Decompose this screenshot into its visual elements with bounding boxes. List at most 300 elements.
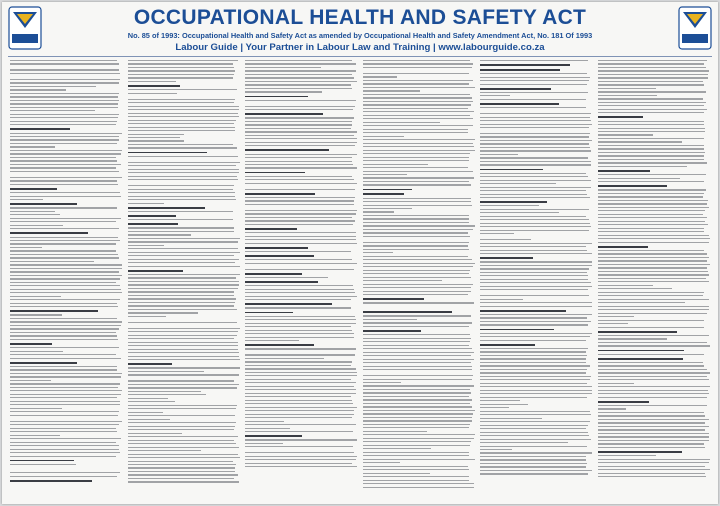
- body-text-line: [10, 408, 62, 409]
- body-text-line: [480, 452, 592, 453]
- body-text-line: [128, 305, 235, 306]
- body-text-line: [480, 306, 592, 307]
- body-text-line: [363, 108, 469, 109]
- body-text-line: [363, 83, 470, 84]
- body-text-line: [10, 124, 116, 125]
- body-text-line: [598, 295, 704, 296]
- body-text-line: [363, 280, 443, 281]
- body-text-line: [480, 268, 589, 269]
- body-text-line: [245, 354, 355, 355]
- text-column: [598, 60, 711, 500]
- body-text-line: [245, 263, 357, 264]
- body-text-line: [128, 165, 236, 166]
- body-text-line: [598, 302, 685, 303]
- body-text-line: [10, 192, 120, 193]
- body-text-line: [363, 424, 471, 425]
- body-text-line: [480, 124, 592, 125]
- body-text-line: [480, 136, 589, 137]
- body-text-line: [245, 217, 352, 218]
- body-text-line: [480, 425, 588, 426]
- body-text-line: [245, 269, 354, 270]
- body-text-line: [128, 374, 240, 375]
- body-text-line: [363, 129, 469, 130]
- body-text-line: [10, 167, 116, 168]
- body-text-line: [10, 184, 118, 185]
- body-text-line: [10, 358, 121, 359]
- body-text-line: [480, 421, 590, 422]
- body-text-line: [598, 257, 710, 258]
- body-text-line: [363, 385, 475, 386]
- body-text-line: [363, 410, 475, 411]
- body-text-line: [10, 278, 120, 279]
- body-text-line: [598, 459, 710, 460]
- body-text-line: [245, 428, 290, 429]
- body-text-line: [363, 266, 474, 267]
- body-text-line: [598, 162, 708, 163]
- body-text-line: [480, 404, 528, 405]
- body-text-line: [10, 196, 121, 197]
- body-text-line: [598, 74, 709, 75]
- body-text-line: [480, 230, 589, 231]
- body-text-line: [10, 228, 119, 229]
- body-text-line: [10, 369, 117, 370]
- body-text-line: [10, 114, 119, 115]
- section-heading-line: [10, 480, 92, 482]
- body-text-line: [245, 326, 351, 327]
- body-text-line: [480, 376, 591, 377]
- body-text-line: [245, 407, 357, 408]
- body-text-line: [10, 79, 120, 80]
- body-text-line: [128, 203, 164, 204]
- section-heading-line: [245, 273, 302, 275]
- body-text-line: [598, 274, 709, 275]
- body-text-line: [128, 89, 237, 90]
- body-text-line: [480, 466, 586, 467]
- body-text-line: [480, 212, 559, 213]
- body-text-line: [598, 102, 706, 103]
- body-text-line: [363, 462, 400, 463]
- body-text-line: [598, 412, 704, 413]
- section-heading-line: [245, 435, 302, 437]
- body-text-line: [598, 285, 653, 286]
- body-text-line: [128, 380, 235, 381]
- body-text-line: [598, 292, 705, 293]
- body-text-line: [363, 284, 473, 285]
- body-text-line: [128, 284, 239, 285]
- body-text-line: [128, 60, 239, 61]
- section-heading-line: [10, 343, 52, 345]
- body-text-line: [598, 426, 710, 427]
- body-text-line: [480, 120, 591, 121]
- body-text-line: [10, 339, 118, 340]
- body-text-line: [128, 331, 238, 332]
- body-text-line: [363, 181, 470, 182]
- body-text-line: [598, 95, 657, 96]
- body-text-line: [10, 69, 119, 70]
- body-text-line: [598, 159, 705, 160]
- body-text-line: [598, 271, 708, 272]
- body-text-line: [10, 214, 60, 215]
- body-text-line: [128, 144, 234, 145]
- body-text-line: [363, 63, 473, 64]
- body-text-line: [245, 382, 356, 383]
- section-heading-line: [128, 363, 172, 365]
- body-text-line: [128, 440, 235, 441]
- body-text-line: [363, 427, 470, 428]
- body-text-line: [598, 462, 709, 463]
- body-text-line: [128, 219, 234, 220]
- body-text-line: [598, 67, 706, 68]
- body-text-line: [363, 366, 472, 367]
- body-text-line: [480, 164, 591, 165]
- document-title: OCCUPATIONAL HEALTH AND SAFETY ACT: [133, 6, 587, 29]
- section-heading-line: [10, 203, 77, 205]
- body-text-line: [128, 398, 169, 399]
- body-text-line: [128, 328, 240, 329]
- body-text-line: [363, 406, 473, 407]
- body-text-line: [10, 153, 121, 154]
- body-text-line: [245, 251, 351, 252]
- body-text-line: [10, 237, 118, 238]
- body-text-line: [10, 428, 116, 429]
- body-text-line: [245, 157, 352, 158]
- body-text-line: [245, 365, 351, 366]
- labour-guide-logo-icon: [678, 6, 712, 50]
- body-text-line: [598, 109, 707, 110]
- body-text-line: [10, 282, 116, 283]
- body-text-line: [128, 199, 236, 200]
- body-text-line: [598, 469, 710, 470]
- body-text-line: [598, 138, 705, 139]
- body-text-line: [480, 393, 592, 394]
- body-text-line: [363, 420, 472, 421]
- body-text-line: [598, 124, 704, 125]
- body-text-line: [480, 253, 592, 254]
- body-text-line: [245, 128, 351, 129]
- body-text-line: [598, 383, 635, 384]
- body-text-line: [128, 127, 235, 128]
- body-text-line: [363, 111, 474, 112]
- body-text-line: [128, 179, 238, 180]
- body-text-line: [480, 219, 589, 220]
- body-text-line: [598, 260, 707, 261]
- body-text-line: [10, 415, 118, 416]
- text-column: [10, 60, 123, 500]
- body-text-line: [363, 201, 472, 202]
- body-text-line: [128, 412, 163, 413]
- body-text-line: [10, 438, 121, 439]
- body-text-line: [363, 157, 469, 158]
- body-text-line: [480, 223, 590, 224]
- body-text-line: [128, 192, 235, 193]
- body-text-line: [128, 415, 236, 416]
- body-text-line: [480, 286, 592, 287]
- body-text-line: [245, 421, 284, 422]
- body-text-line: [10, 442, 116, 443]
- body-text-line: [363, 399, 473, 400]
- body-text-line: [598, 345, 710, 346]
- body-text-line: [480, 379, 590, 380]
- body-text-line: [363, 150, 475, 151]
- body-text-line: [10, 472, 120, 473]
- section-heading-line: [480, 310, 566, 312]
- body-text-line: [128, 231, 234, 232]
- body-text-line: [480, 133, 590, 134]
- body-text-line: [598, 155, 705, 156]
- body-text-line: [245, 393, 356, 394]
- body-text-line: [480, 250, 587, 251]
- body-text-line: [128, 245, 164, 246]
- body-text-line: [363, 153, 470, 154]
- body-text-line: [363, 222, 470, 223]
- body-text-line: [10, 351, 63, 352]
- body-text-line: [10, 299, 120, 300]
- text-column: [128, 60, 241, 500]
- section-heading-line: [598, 331, 678, 333]
- body-text-line: [363, 101, 474, 102]
- body-text-line: [128, 295, 235, 296]
- body-text-line: [363, 338, 472, 339]
- body-text-line: [10, 394, 121, 395]
- body-text-line: [128, 169, 240, 170]
- body-text-line: [245, 91, 322, 92]
- section-heading-line: [10, 232, 88, 234]
- body-text-line: [245, 77, 354, 78]
- body-text-line: [598, 134, 653, 135]
- body-text-line: [598, 217, 707, 218]
- body-text-line: [598, 320, 705, 321]
- body-text-line: [245, 200, 354, 201]
- body-text-line: [128, 211, 234, 212]
- body-text-line: [245, 189, 355, 190]
- body-text-line: [128, 443, 237, 444]
- section-heading-line: [245, 96, 308, 98]
- body-text-line: [480, 239, 531, 240]
- body-text-line: [10, 218, 121, 219]
- body-text-line: [363, 115, 470, 116]
- body-text-line: [480, 358, 586, 359]
- body-text-line: [363, 466, 469, 467]
- text-column: [245, 60, 358, 500]
- body-text-line: [128, 156, 239, 157]
- body-text-line: [598, 250, 705, 251]
- body-text-line: [128, 120, 237, 121]
- body-text-line: [480, 161, 591, 162]
- body-text-line: [10, 303, 117, 304]
- body-text-line: [598, 313, 707, 314]
- body-text-line: [598, 181, 705, 182]
- body-text-line: [480, 365, 590, 366]
- section-heading-line: [128, 215, 177, 217]
- body-text-line: [598, 112, 704, 113]
- act-text-columns: [10, 60, 710, 500]
- body-text-line: [245, 375, 357, 376]
- body-text-line: [363, 403, 470, 404]
- body-text-line: [598, 419, 709, 420]
- body-text-line: [363, 122, 441, 123]
- body-text-line: [10, 397, 117, 398]
- section-heading-line: [128, 207, 205, 209]
- body-text-line: [10, 117, 118, 118]
- body-text-line: [128, 356, 240, 357]
- body-text-line: [10, 225, 63, 226]
- body-text-line: [245, 372, 357, 373]
- body-text-line: [10, 247, 42, 248]
- body-text-line: [245, 88, 352, 89]
- section-heading-line: [128, 270, 183, 272]
- section-heading-line: [363, 311, 452, 313]
- body-text-line: [363, 94, 470, 95]
- body-text-line: [480, 127, 589, 128]
- body-text-line: [245, 414, 354, 415]
- body-text-line: [128, 408, 236, 409]
- body-text-line: [480, 173, 586, 174]
- body-text-line: [245, 220, 355, 221]
- body-text-line: [363, 445, 470, 446]
- body-text-line: [128, 109, 240, 110]
- body-text-line: [598, 415, 705, 416]
- body-text-line: [598, 338, 667, 339]
- body-text-line: [10, 332, 116, 333]
- section-heading-line: [10, 362, 77, 364]
- section-heading-line: [245, 312, 293, 314]
- body-text-line: [10, 404, 120, 405]
- body-text-line: [245, 431, 353, 432]
- body-text-line: [128, 394, 207, 395]
- section-heading-line: [245, 281, 318, 283]
- body-text-line: [598, 278, 706, 279]
- body-text-line: [363, 270, 471, 271]
- body-text-line: [128, 481, 239, 482]
- body-text-line: [363, 448, 431, 449]
- body-text-line: [10, 89, 66, 90]
- body-text-line: [363, 469, 469, 470]
- body-text-line: [363, 132, 469, 133]
- body-text-line: [245, 348, 356, 349]
- body-text-line: [10, 431, 117, 432]
- body-text-line: [363, 146, 475, 147]
- body-text-line: [10, 271, 119, 272]
- section-heading-line: [363, 193, 404, 195]
- paragraph-gap: [363, 306, 476, 309]
- body-text-line: [245, 100, 356, 101]
- body-text-line: [128, 140, 184, 141]
- body-text-line: [598, 63, 705, 64]
- body-text-line: [480, 439, 591, 440]
- body-text-line: [128, 312, 199, 313]
- body-text-line: [480, 233, 514, 234]
- body-text-line: [480, 282, 591, 283]
- body-text-line: [128, 422, 236, 423]
- body-text-line: [128, 67, 234, 68]
- body-text-line: [480, 411, 590, 412]
- body-text-line: [10, 464, 76, 465]
- body-text-line: [245, 330, 352, 331]
- body-text-line: [245, 121, 352, 122]
- body-text-line: [245, 424, 356, 425]
- body-text-line: [363, 167, 469, 168]
- body-text-line: [480, 289, 588, 290]
- body-text-line: [480, 302, 592, 303]
- body-text-line: [480, 261, 592, 262]
- body-text-line: [363, 359, 474, 360]
- section-heading-line: [128, 223, 179, 225]
- body-text-line: [363, 205, 473, 206]
- body-text-line: [10, 421, 122, 422]
- body-text-line: [128, 255, 235, 256]
- body-text-line: [598, 84, 705, 85]
- section-heading-line: [363, 298, 424, 300]
- body-text-line: [480, 428, 586, 429]
- body-text-line: [598, 91, 707, 92]
- section-heading-line: [245, 172, 305, 174]
- body-text-line: [363, 487, 474, 488]
- body-text-line: [128, 474, 239, 475]
- body-text-line: [480, 295, 589, 296]
- body-text-line: [10, 275, 122, 276]
- body-text-line: [245, 243, 357, 244]
- body-text-line: [480, 194, 587, 195]
- body-text-line: [480, 150, 591, 151]
- body-text-line: [245, 74, 352, 75]
- body-text-line: [128, 93, 178, 94]
- body-text-line: [128, 291, 234, 292]
- body-text-line: [245, 81, 357, 82]
- body-text-line: [245, 446, 353, 447]
- body-text-line: [598, 316, 634, 317]
- body-text-line: [480, 99, 586, 100]
- section-heading-line: [598, 358, 684, 360]
- body-text-line: [10, 387, 118, 388]
- body-text-line: [363, 438, 474, 439]
- body-text-line: [128, 436, 238, 437]
- body-text-line: [10, 250, 116, 251]
- body-text-line: [598, 323, 629, 324]
- body-text-line: [480, 397, 587, 398]
- body-text-line: [10, 93, 119, 94]
- section-heading-line: [480, 257, 533, 259]
- body-text-line: [128, 345, 239, 346]
- section-heading-line: [598, 116, 644, 118]
- body-text-line: [598, 342, 707, 343]
- body-text-line: [363, 362, 471, 363]
- body-text-line: [363, 60, 471, 61]
- body-text-line: [480, 355, 587, 356]
- body-text-line: [245, 463, 352, 464]
- body-text-line: [598, 242, 709, 243]
- body-text-line: [128, 391, 201, 392]
- body-text-line: [363, 198, 471, 199]
- body-text-line: [128, 464, 236, 465]
- body-text-line: [363, 369, 473, 370]
- body-text-line: [480, 216, 586, 217]
- body-text-line: [480, 113, 591, 114]
- body-text-line: [480, 60, 588, 61]
- body-text-line: [363, 345, 470, 346]
- body-text-line: [10, 456, 116, 457]
- body-text-line: [480, 418, 542, 419]
- body-text-line: [245, 138, 357, 139]
- body-text-line: [128, 234, 191, 235]
- body-text-line: [128, 309, 237, 310]
- body-text-line: [363, 139, 475, 140]
- body-text-line: [10, 199, 43, 200]
- body-text-line: [363, 375, 473, 376]
- body-text-line: [245, 417, 352, 418]
- body-text-line: [363, 263, 475, 264]
- body-text-line: [363, 396, 470, 397]
- section-heading-line: [480, 201, 547, 203]
